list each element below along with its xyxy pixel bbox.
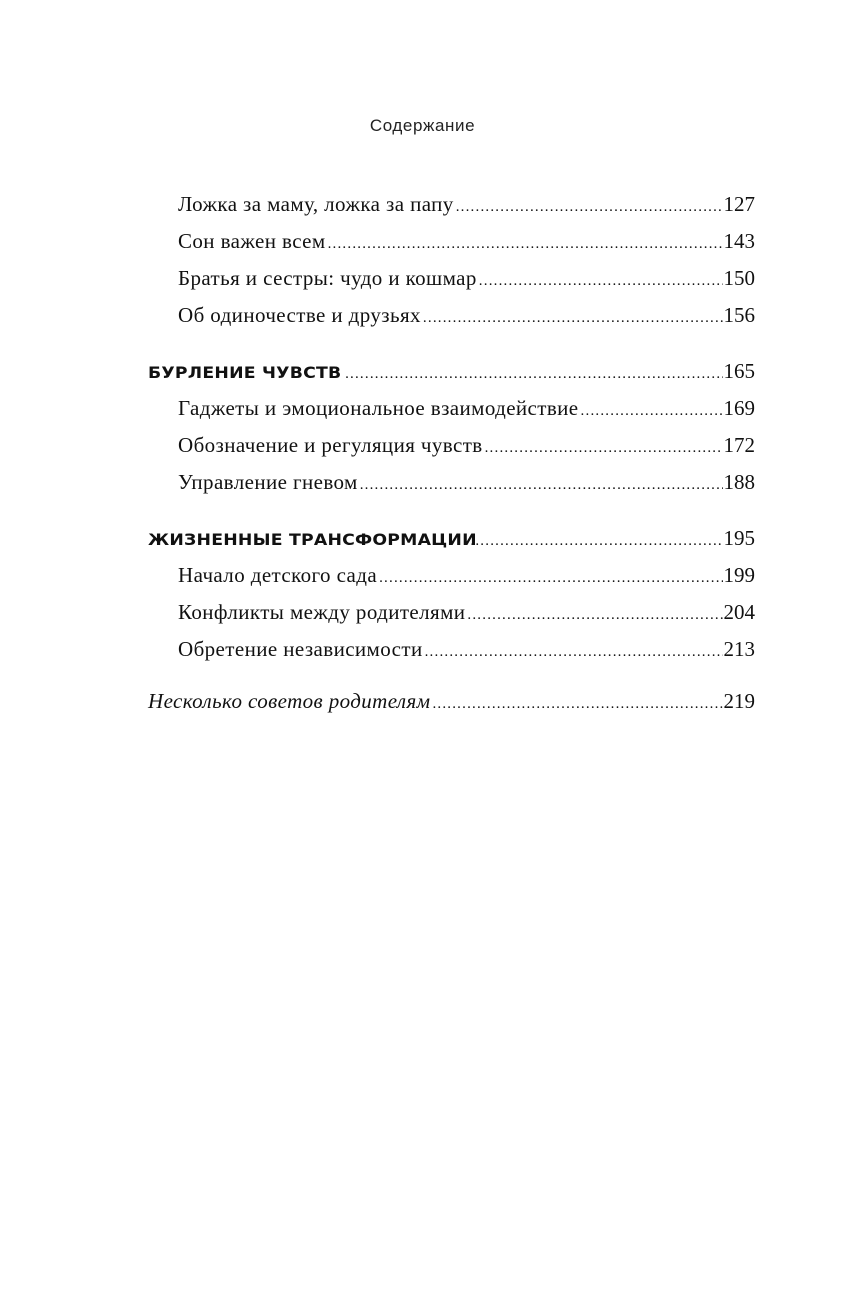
dot-leader — [581, 393, 723, 430]
toc-part-title: ЖИЗНЕННЫЕ ТРАНСФОРМАЦИИ — [148, 530, 477, 549]
toc-entry-page: 213 — [723, 637, 755, 661]
toc-entry-title: Обозначение и регуляция чувств — [178, 433, 483, 457]
dot-leader — [379, 560, 722, 597]
toc-entry — [148, 186, 755, 223]
dot-leader — [479, 263, 723, 300]
toc-entry-title: Несколько советов родителям — [148, 689, 431, 713]
toc-entry-page: 195 — [723, 526, 755, 550]
toc-entry-title: Начало детского сада — [178, 563, 378, 587]
dot-leader — [328, 226, 723, 263]
dot-leader — [432, 686, 722, 723]
toc-part-entry — [148, 353, 755, 390]
dot-leader — [456, 189, 723, 226]
toc-entry — [148, 557, 755, 594]
toc-entry — [148, 631, 755, 668]
toc-entry-page: 143 — [723, 229, 755, 253]
toc-entry-page: 127 — [723, 192, 755, 216]
dot-leader — [360, 467, 723, 504]
toc-entry-page: 169 — [723, 396, 755, 420]
table-of-contents — [148, 186, 755, 720]
toc-closing-entry — [148, 683, 755, 720]
toc-entry — [148, 260, 755, 297]
toc-part-title: БУРЛЕНИЕ ЧУВСТВ — [148, 363, 342, 382]
dot-leader — [423, 300, 723, 337]
toc-entry-page: 150 — [723, 266, 755, 290]
toc-entry-page: 204 — [723, 600, 755, 624]
toc-entry-title: Обретение независимости — [178, 637, 423, 661]
toc-entry-page: 156 — [723, 303, 755, 327]
dot-leader — [485, 430, 723, 467]
toc-entry-title: Управление гневом — [178, 470, 358, 494]
toc-entry-page: 219 — [723, 689, 755, 713]
toc-entry — [148, 297, 755, 334]
toc-entry — [148, 427, 755, 464]
toc-entry-title: Гаджеты и эмоциональное взаимодействие — [178, 396, 579, 420]
toc-entry-title: Сон важен всем — [178, 229, 326, 253]
dot-leader — [345, 356, 722, 393]
toc-entry — [148, 464, 755, 501]
toc-part-entry — [148, 520, 755, 557]
toc-entry-page: 199 — [723, 563, 755, 587]
toc-entry — [148, 223, 755, 260]
dot-leader — [425, 634, 723, 671]
toc-entry-page: 188 — [723, 470, 755, 494]
dot-leader — [467, 597, 722, 634]
toc-entry — [148, 594, 755, 631]
dot-leader — [470, 523, 722, 560]
toc-entry — [148, 390, 755, 427]
running-head: Содержание — [369, 116, 476, 135]
toc-entry-title: Братья и сестры: чудо и кошмар — [178, 266, 477, 290]
toc-entry-page: 172 — [723, 433, 755, 457]
toc-entry-page: 165 — [723, 359, 755, 383]
toc-entry-title: Об одиночестве и друзьях — [178, 303, 421, 327]
toc-entry-title: Ложка за маму, ложка за папу — [178, 192, 454, 216]
toc-entry-title: Конфликты между родителями — [178, 600, 466, 624]
